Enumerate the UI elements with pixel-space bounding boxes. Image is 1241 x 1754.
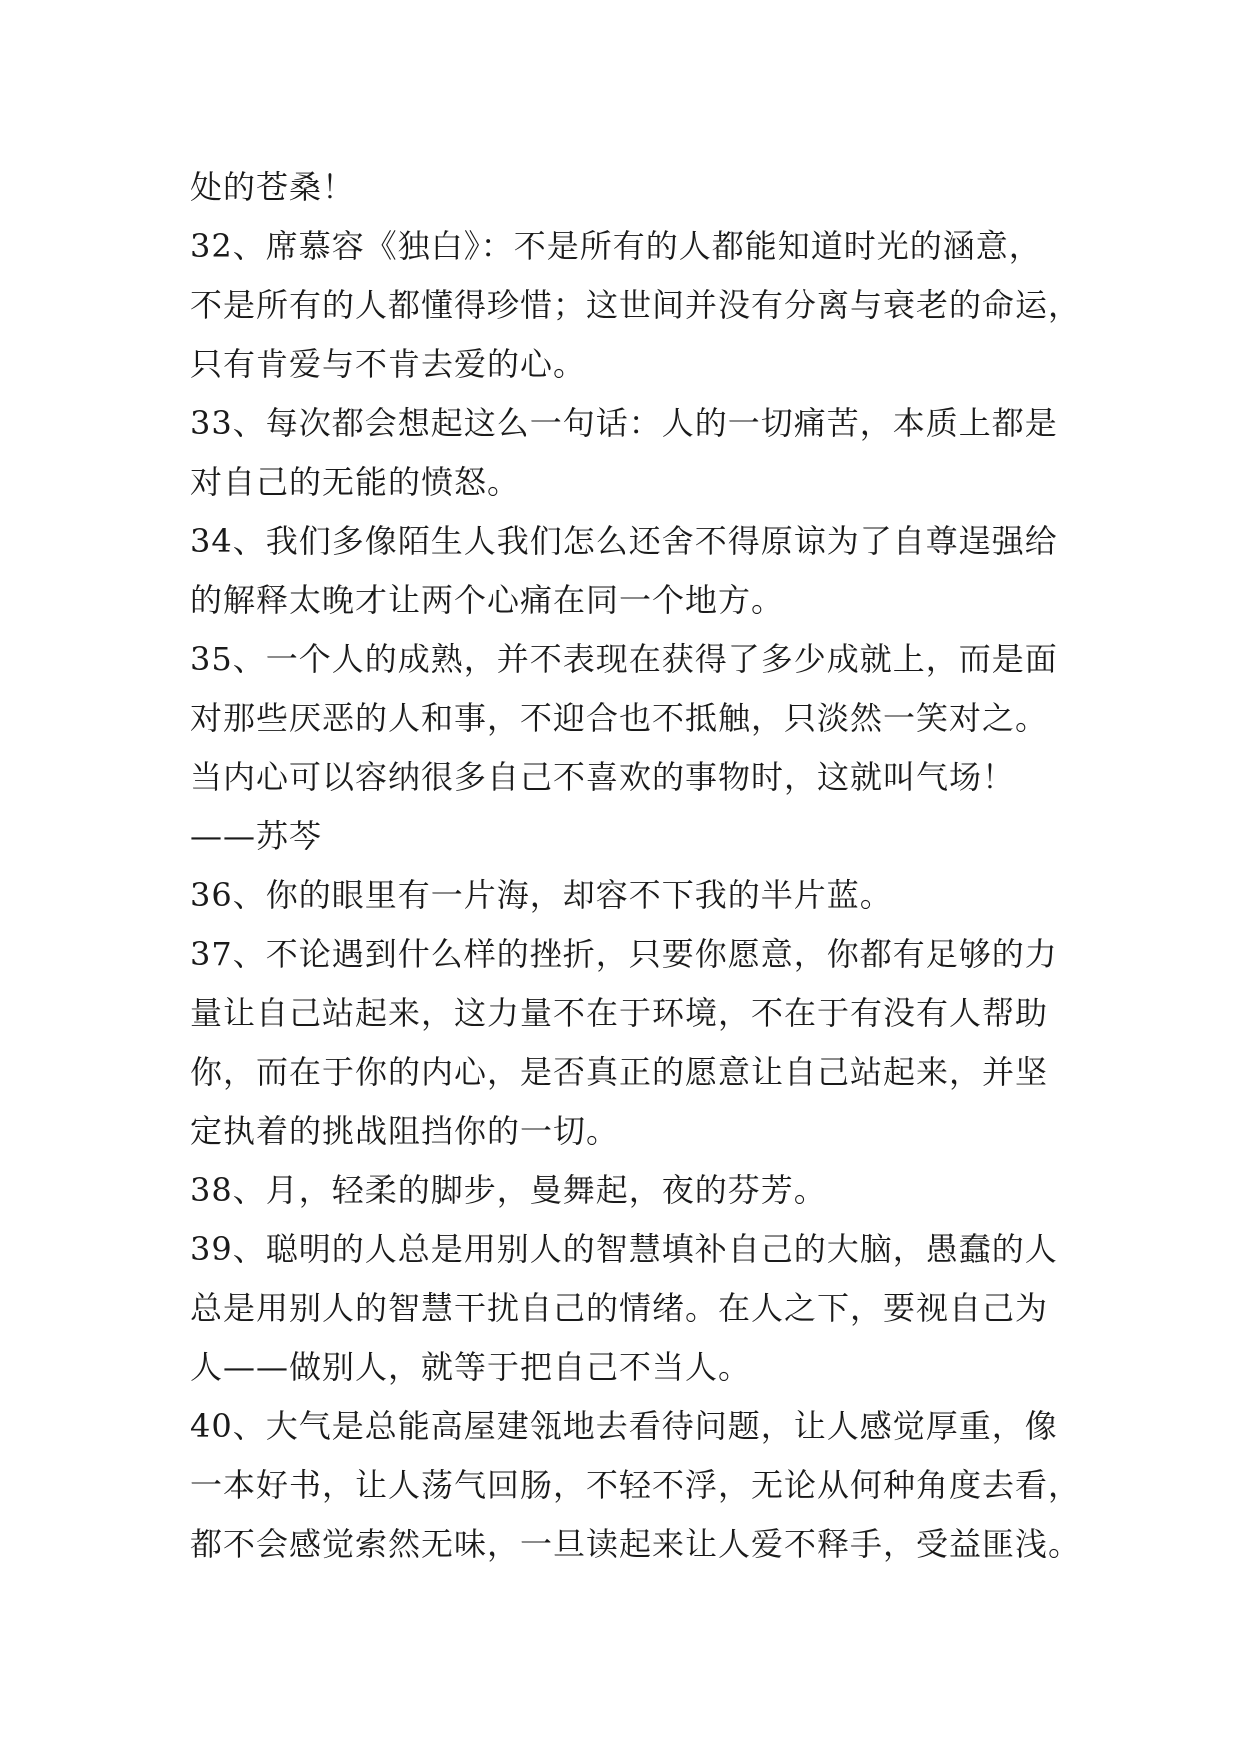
text-line: 只有肯爱与不肯去爱的心。 bbox=[190, 345, 587, 383]
text-line: 35、一个人的成熟，并不表现在获得了多少成就上，而是面 bbox=[190, 640, 1058, 678]
text-line: 40、大气是总能高屋建瓴地去看待问题，让人感觉厚重，像 bbox=[190, 1407, 1058, 1445]
text-line: 对自己的无能的愤怒。 bbox=[190, 463, 521, 501]
text-line: 一本好书，让人荡气回肠，不轻不浮，无论从何种角度去看， bbox=[190, 1466, 1082, 1504]
text-line: 39、聪明的人总是用别人的智慧填补自己的大脑，愚蠢的人 bbox=[190, 1230, 1058, 1268]
text-line: 37、不论遇到什么样的挫折，只要你愿意，你都有足够的力 bbox=[190, 935, 1058, 973]
text-line: 当内心可以容纳很多自己不喜欢的事物时，这就叫气场！ bbox=[190, 758, 1016, 796]
text-line: 量让自己站起来，这力量不在于环境，不在于有没有人帮助 bbox=[190, 994, 1049, 1032]
text-line: 36、你的眼里有一片海，却容不下我的半片蓝。 bbox=[190, 876, 893, 914]
document-body bbox=[190, 158, 1090, 1574]
text-line: 你，而在于你的内心，是否真正的愿意让自己站起来，并坚 bbox=[190, 1053, 1049, 1091]
text-line: 的解释太晚才让两个心痛在同一个地方。 bbox=[190, 581, 785, 619]
text-line: 都不会感觉索然无味，一旦读起来让人爱不释手，受益匪浅。 bbox=[190, 1525, 1082, 1563]
text-line: 38、月，轻柔的脚步，曼舞起，夜的芬芳。 bbox=[190, 1171, 827, 1209]
text-line: 34、我们多像陌生人我们怎么还舍不得原谅为了自尊逞强给 bbox=[190, 522, 1058, 560]
text-line: 处的苍桑！ bbox=[190, 168, 356, 206]
text-line: 人——做别人，就等于把自己不当人。 bbox=[190, 1348, 752, 1386]
text-line: 总是用别人的智慧干扰自己的情绪。在人之下，要视自己为 bbox=[190, 1289, 1049, 1327]
text-line: 33、每次都会想起这么一句话：人的一切痛苦，本质上都是 bbox=[190, 404, 1058, 442]
text-line: 32、席慕容《独白》：不是所有的人都能知道时光的涵意， bbox=[190, 227, 1042, 265]
text-line: 对那些厌恶的人和事，不迎合也不抵触，只淡然一笑对之。 bbox=[190, 699, 1049, 737]
text-line: 定执着的挑战阻挡你的一切。 bbox=[190, 1112, 620, 1150]
text-line: ——苏芩 bbox=[190, 817, 323, 855]
text-line: 不是所有的人都懂得珍惜；这世间并没有分离与衰老的命运， bbox=[190, 286, 1082, 324]
